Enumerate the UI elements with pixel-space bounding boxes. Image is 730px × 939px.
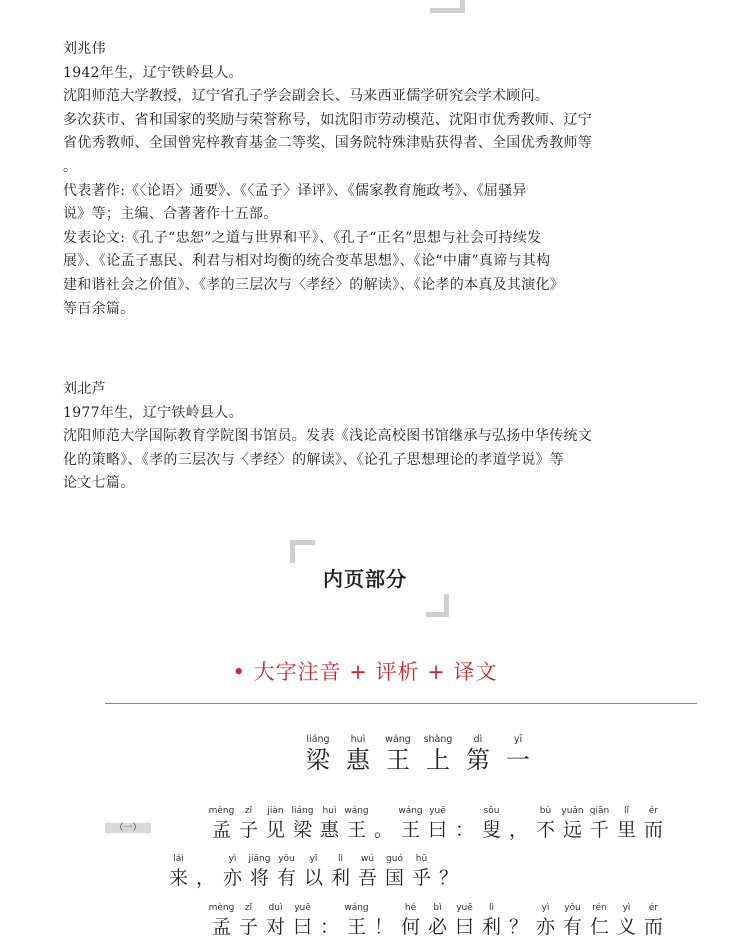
pinyin: lǐ [623, 806, 629, 816]
feature-line: • 大字注音 + 评析 + 译文 [232, 660, 498, 684]
annotated-char [338, 733, 378, 774]
annotated-char [235, 805, 262, 842]
hanzi: 不 [535, 819, 555, 841]
hanzi: 子 [238, 916, 258, 938]
hanzi: 梁 [292, 819, 312, 841]
hanzi: 乎 [411, 867, 431, 889]
bio-line: 代表著作:《〈论语〉通要》、《〈孟子〉译评》、《儒家教育施政考》、《屈骚异 [63, 182, 527, 199]
hanzi: 对 [265, 916, 285, 938]
annotated-char [532, 902, 559, 939]
pinyin: shàng [423, 734, 453, 745]
pinyin: yuē [294, 903, 311, 913]
hanzi: 见 [265, 819, 285, 841]
annotated-char [397, 902, 424, 939]
bio-line: 沈阳师范大学教授，辽宁省孔子学会副会长、马来西亚儒学研究会学术顾问。 [63, 88, 550, 105]
bio-line: 多次获市、省和国家的奖励与荣誉称号，如沈阳市劳动模范、沈阳市优秀教师、辽宁 [63, 111, 593, 128]
pinyin: yǒu [564, 903, 581, 913]
corner-bracket-bottom-right [426, 594, 449, 617]
pinyin: huì [350, 734, 366, 745]
pinyin: ér [648, 806, 659, 816]
annotated-char [300, 853, 327, 890]
paragraph-number-tag: （一） [105, 823, 151, 833]
author-name: 刘兆伟 [63, 41, 106, 57]
hanzi: ， [508, 819, 528, 841]
annotated-char [235, 902, 262, 939]
annotated-char [532, 805, 559, 842]
pinyin: yuǎn [561, 806, 584, 816]
pinyin: ér [648, 903, 659, 913]
chapter-title [298, 733, 538, 774]
hanzi: 上 [426, 746, 450, 774]
annotated-char [451, 805, 478, 842]
hanzi: 王 [400, 819, 420, 841]
annotated-char [424, 805, 451, 842]
bio-line: 等百余篇。 [63, 300, 135, 317]
corner-bracket-top-left [290, 540, 315, 563]
annotated-char [208, 805, 235, 842]
pinyin: lì [337, 854, 343, 864]
hanzi: 将 [249, 867, 269, 889]
annotated-char [559, 805, 586, 842]
annotated-char [370, 902, 397, 939]
pinyin: liáng [306, 734, 330, 745]
annotated-char [424, 902, 451, 939]
annotated-char [451, 902, 478, 939]
hanzi: 吾 [357, 867, 377, 889]
hanzi: 曰 [427, 819, 447, 841]
hanzi: ？ [508, 916, 528, 938]
pinyin: guó [386, 854, 403, 864]
hanzi: ？ [438, 867, 458, 889]
pinyin: bù [539, 806, 552, 816]
hanzi: 必 [427, 916, 447, 938]
bio-line: 发表论文:《孔子“忠恕”之道与世界和平》、《孔子“正名”思想与社会可持续发 [63, 229, 542, 246]
pinyin: huì [322, 806, 337, 816]
annotated-char [298, 733, 338, 774]
text-line-1 [208, 805, 667, 842]
annotated-char [381, 853, 408, 890]
hanzi: ！ [373, 916, 393, 938]
hanzi: 亦 [222, 867, 242, 889]
hanzi: 千 [589, 819, 609, 841]
annotated-char [478, 805, 505, 842]
pinyin: wú [360, 854, 375, 864]
bio-line: 省优秀教师、全国曾宪梓教育基金二等奖、国务院特殊津贴获得者、全国优秀教师等 [63, 135, 593, 152]
annotated-char [418, 733, 458, 774]
annotated-char [316, 902, 343, 939]
hanzi: 子 [238, 819, 258, 841]
annotated-char [273, 853, 300, 890]
hanzi: 义 [616, 916, 636, 938]
hanzi: 来 [168, 867, 188, 889]
author-birth: 1977年生，辽宁铁岭县人。 [63, 404, 243, 421]
pinyin: qiān [589, 806, 610, 816]
hanzi: 王 [386, 746, 410, 774]
hanzi: 孟 [211, 916, 231, 938]
hanzi: 而 [643, 819, 663, 841]
bio-line: 化的策略》、《孝的三层次与〈孝经〉的解读》、《论孔子思想理论的孝道学说》等 [63, 451, 565, 468]
hanzi: 利 [330, 867, 350, 889]
hanzi: 。 [373, 819, 393, 841]
pinyin: sǒu [483, 806, 500, 816]
annotated-char [262, 805, 289, 842]
annotated-char [640, 805, 667, 842]
pinyin: bì [433, 903, 442, 913]
pinyin: mèng [208, 806, 235, 816]
pinyin: yǐ [309, 854, 318, 864]
hanzi: 仁 [589, 916, 609, 938]
pinyin: dì [473, 734, 483, 745]
hanzi: 叟 [481, 819, 501, 841]
pinyin: zǐ [244, 806, 253, 816]
pinyin: lì [488, 903, 494, 913]
annotated-char [289, 805, 316, 842]
hanzi: ： [454, 819, 474, 841]
bio-line: 论文七篇。 [63, 475, 135, 492]
annotated-char [316, 805, 343, 842]
annotated-char [559, 902, 586, 939]
annotated-char [640, 902, 667, 939]
annotated-char [370, 805, 397, 842]
annotated-char [192, 853, 219, 890]
hanzi: ， [195, 867, 215, 889]
hanzi: 亦 [535, 916, 555, 938]
annotated-char [246, 853, 273, 890]
pinyin: wáng [398, 806, 423, 816]
author-birth: 1942年生，辽宁铁岭县人。 [63, 64, 243, 81]
hanzi: 曰 [292, 916, 312, 938]
hanzi: 远 [562, 819, 582, 841]
hanzi: 惠 [346, 746, 370, 774]
pinyin: yǒu [278, 854, 295, 864]
bio-line: 展》、《论孟子惠民、利君与相对均衡的统合变革思想》、《论“中庸”真谛与其构 [63, 253, 551, 270]
annotated-char [505, 902, 532, 939]
pinyin: hū [415, 854, 428, 864]
annotated-char [505, 805, 532, 842]
pinyin: yì [228, 854, 237, 864]
text-line-3 [208, 902, 667, 939]
bio-line: 。 [63, 158, 78, 175]
pinyin: wáng [344, 806, 369, 816]
pinyin: liáng [291, 806, 314, 816]
hanzi: 第 [466, 746, 490, 774]
annotated-char [378, 733, 418, 774]
annotated-char [262, 902, 289, 939]
hanzi: 孟 [211, 819, 231, 841]
pinyin: yì [622, 903, 631, 913]
pinyin: yī [513, 734, 523, 745]
annotated-char [498, 733, 538, 774]
hanzi: 王 [346, 916, 366, 938]
hanzi: 王 [346, 819, 366, 841]
annotated-char [458, 733, 498, 774]
hanzi: 曰 [454, 916, 474, 938]
pinyin: jiāng [248, 854, 271, 864]
hanzi: 以 [303, 867, 323, 889]
annotated-char [165, 853, 192, 890]
pinyin: mèng [208, 903, 235, 913]
pinyin: yì [541, 903, 550, 913]
annotated-char [478, 902, 505, 939]
author-bio-liu-beilu [63, 378, 715, 496]
text-line-2 [165, 853, 462, 890]
annotated-char [408, 853, 435, 890]
annotated-char [435, 853, 462, 890]
annotated-char [613, 805, 640, 842]
annotated-char [397, 805, 424, 842]
author-name: 刘北芦 [63, 381, 106, 397]
pinyin: jiàn [267, 806, 284, 816]
annotated-char [289, 902, 316, 939]
pinyin: lái [173, 854, 184, 864]
annotated-char [343, 902, 370, 939]
hanzi: 里 [616, 819, 636, 841]
annotated-char [208, 902, 235, 939]
pinyin: hé [404, 903, 417, 913]
pinyin: yuē [456, 903, 473, 913]
author-bio-liu-zhaowei [63, 38, 715, 321]
annotated-char [586, 902, 613, 939]
hanzi: 国 [384, 867, 404, 889]
annotated-char [219, 853, 246, 890]
pinyin: zǐ [244, 903, 253, 913]
hanzi: 而 [643, 916, 663, 938]
pinyin: rén [592, 903, 607, 913]
annotated-char [613, 902, 640, 939]
hanzi: 梁 [306, 746, 330, 774]
pinyin: wáng [385, 734, 411, 745]
hanzi: 有 [276, 867, 296, 889]
bio-line: 建和谐社会之价值》、《孝的三层次与〈孝经〉的解读》、《论孝的本真及其演化》 [63, 276, 565, 293]
hanzi: ： [319, 916, 339, 938]
bio-line: 沈阳师范大学国际教育学院图书馆员。发表《浅论高校图书馆继承与弘扬中华传统文 [63, 428, 593, 445]
annotated-char [586, 805, 613, 842]
annotated-char [327, 853, 354, 890]
hanzi: 何 [400, 916, 420, 938]
pinyin: yuē [429, 806, 446, 816]
divider [105, 703, 697, 704]
annotated-char [343, 805, 370, 842]
bio-line: 说》等；主编、合著著作十五部。 [63, 206, 278, 223]
hanzi: 惠 [319, 819, 339, 841]
annotated-char [354, 853, 381, 890]
pinyin: wáng [344, 903, 369, 913]
corner-bracket-top [430, 0, 465, 13]
section-title: 内页部分 [323, 567, 407, 591]
hanzi: 一 [506, 746, 530, 774]
hanzi: 利 [481, 916, 501, 938]
hanzi: 有 [562, 916, 582, 938]
pinyin: duì [268, 903, 283, 913]
